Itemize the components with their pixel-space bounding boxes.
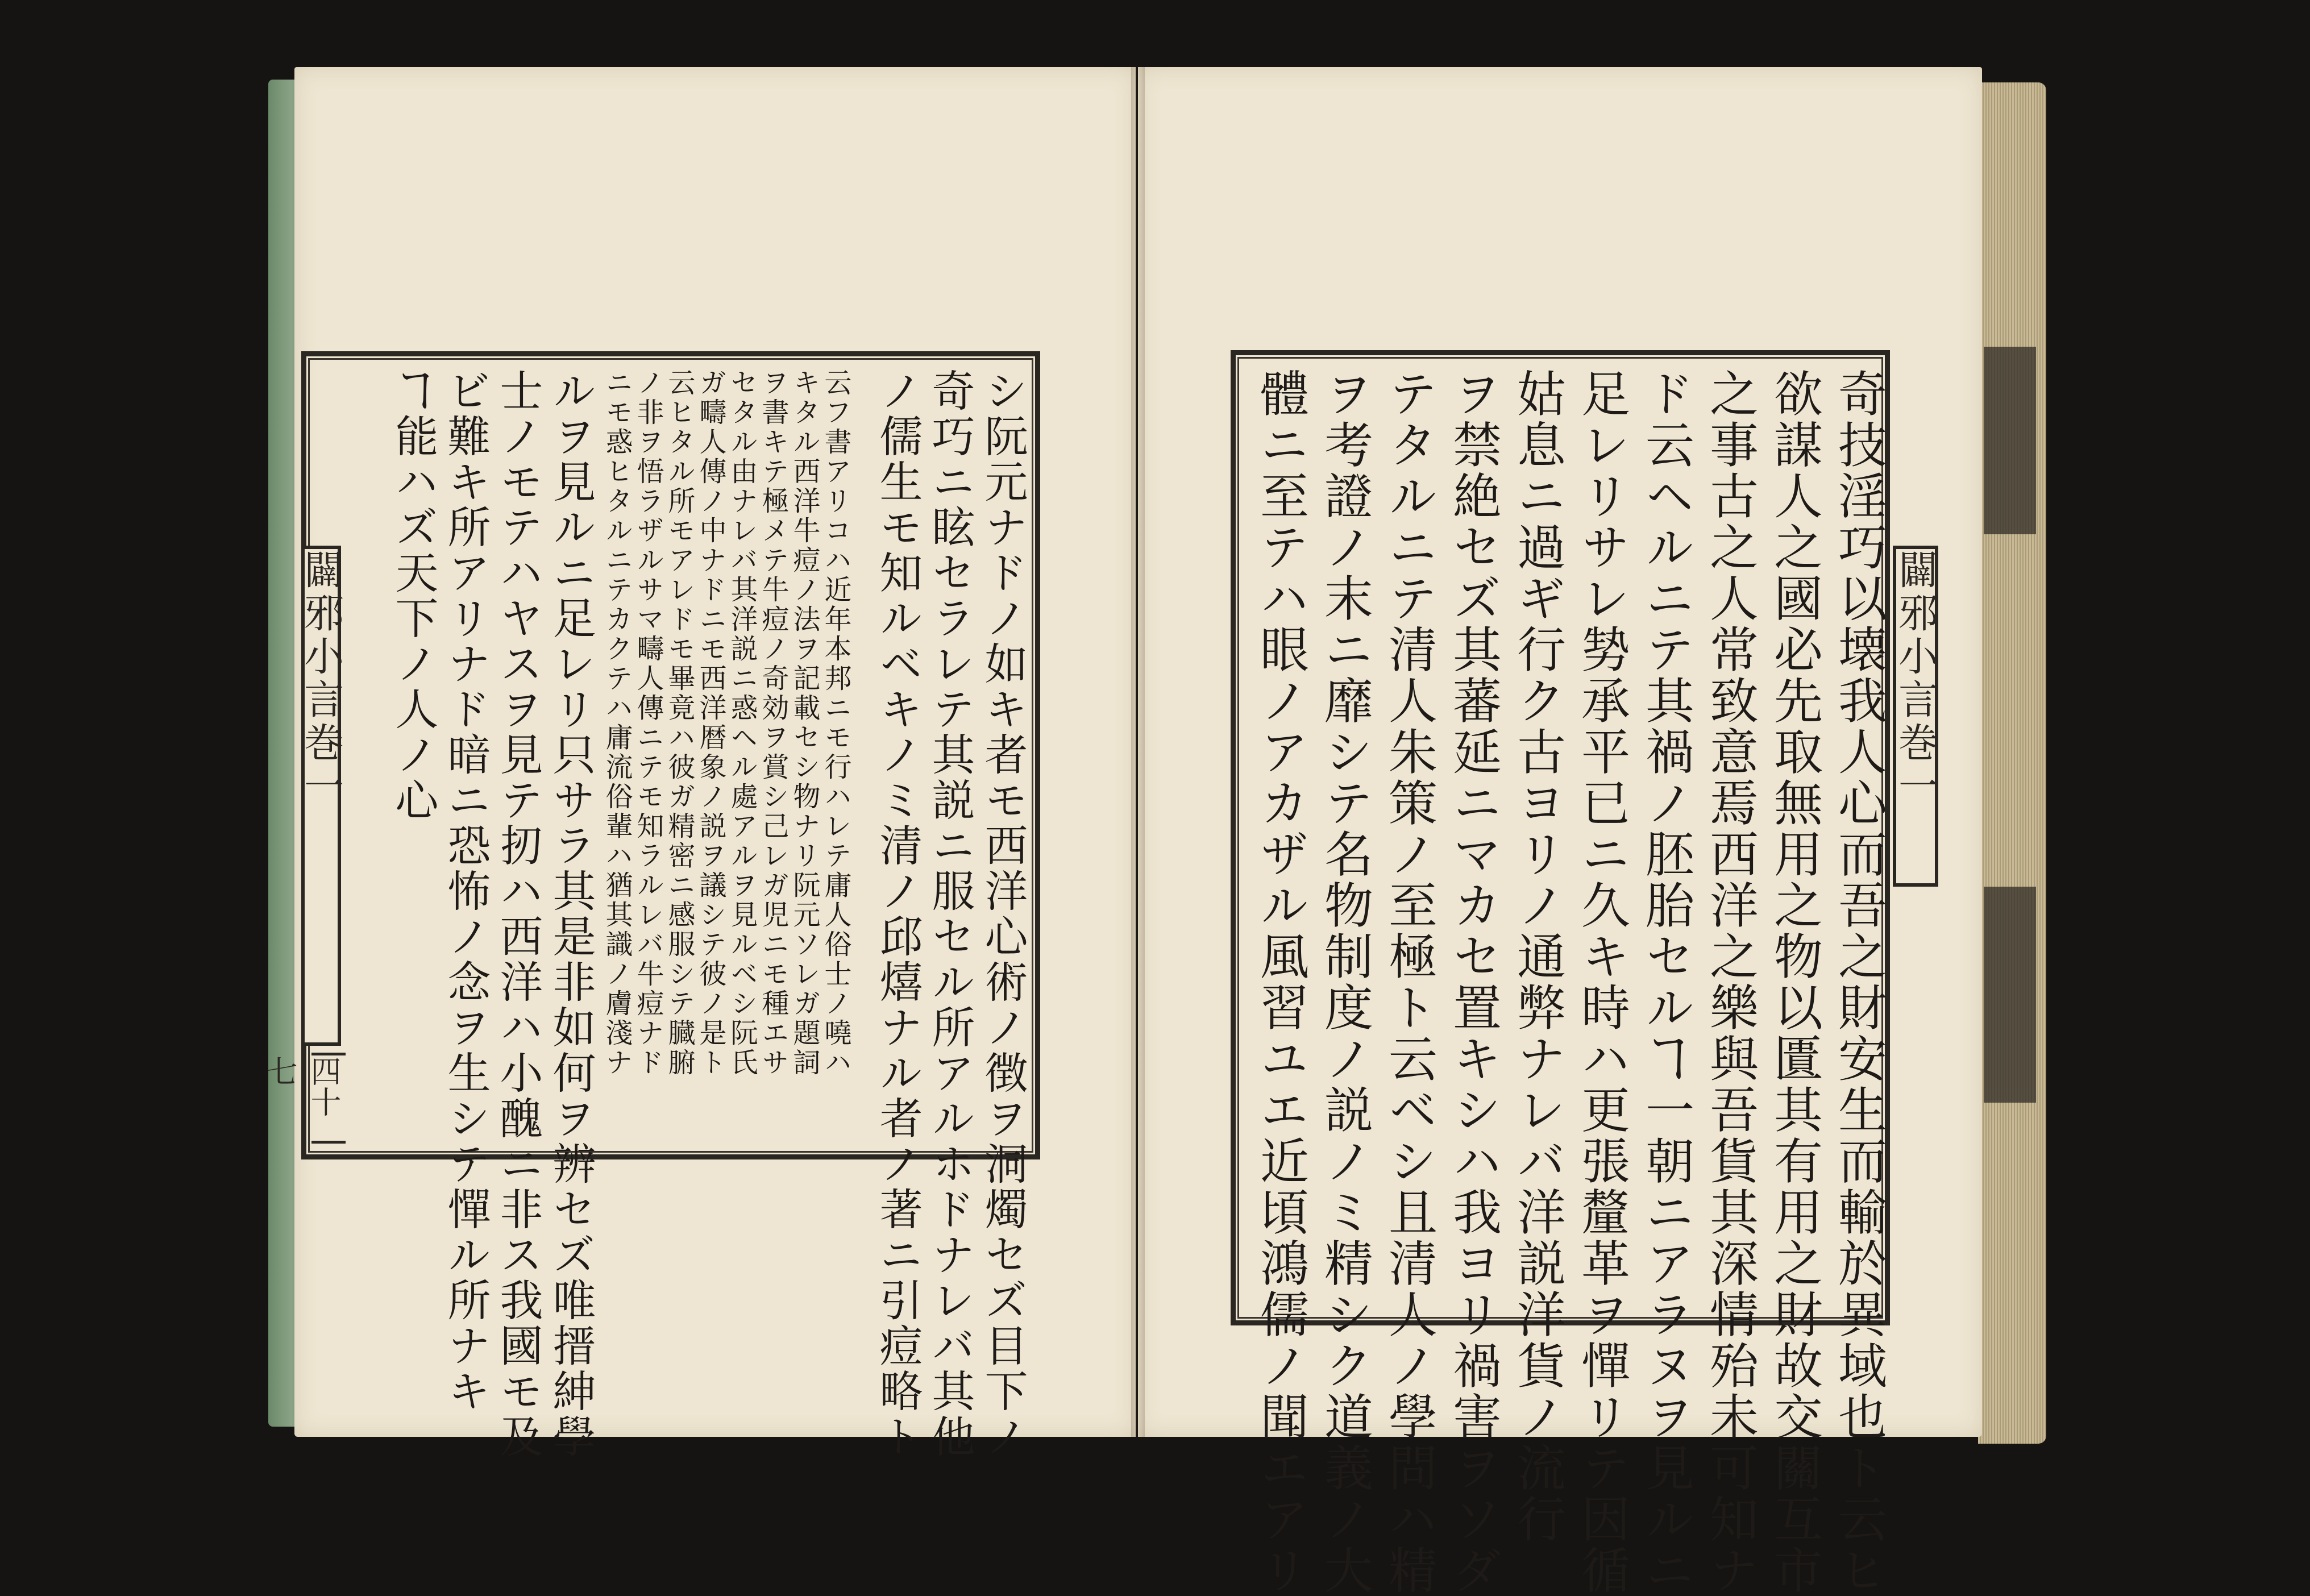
page-block-edge	[1978, 82, 2046, 1444]
left-page-hashira: 闢邪小言巻一	[301, 546, 341, 1046]
text-column: ビ難キ所アリナド暗ニ恐怖ノ念ヲ生シテ憚ル所ナキ	[441, 368, 491, 1414]
text-column: 姑息ニ過ギ行ク古ヨリノ通弊ナレバ洋説洋貨ノ流行	[1509, 368, 1565, 1545]
text-column: ルヲ見ルニ足レリ只サラ其是非如何ヲ辨セズ唯搢紳學	[546, 368, 596, 1460]
text-column: 云ヒタル所モアレドモ畢竟ハ彼ガ精密ニ感服シテ臓腑	[663, 368, 695, 1078]
text-column: ノ儒生モ知ルベキノミ清ノ邱熺ナル者ノ著ニ引痘略ト	[873, 368, 923, 1460]
text-column: ヲ考證ノ末ニ靡シテ名物制度ノ説ノミ精シク道義ノ大	[1316, 368, 1373, 1596]
bleed-through-mark	[1984, 347, 2036, 534]
text-column: 欲謀人之國必先取無用之物以匱其有用之財故交關互市	[1765, 368, 1822, 1596]
text-column: テタルニテ清人朱策ノ至極ト云ベシ且清人ノ學問ハ精	[1380, 368, 1437, 1596]
bleed-through-mark	[1984, 887, 2036, 1103]
text-column: 士ノモテハヤスヲ見テ扨ハ西洋ハ小醜ニ非ス我國モ及	[493, 368, 543, 1460]
text-column: 奇巧ニ眩セラレテ其説ニ服セル所アルホドナレバ其他	[925, 368, 975, 1460]
text-column: ガ疇人傳ノ中ナドニモ西洋暦象ノ説ヲ議シテ彼ノ是ト	[695, 368, 726, 1078]
text-column: ニモ惑ヒタルニテカクテハ庸流俗輩ハ猶其識ノ膚淺ナ	[601, 368, 633, 1078]
text-column: 足レリサレ㔟承平已ニ久キ時ハ更張釐革ヲ憚リテ因循	[1573, 368, 1630, 1596]
book-gutter	[1131, 67, 1145, 1437]
text-column: ヲ禁絶セズ其蕃延ニマカセ置キシハ我ヨリ禍害ヲソダ	[1444, 368, 1501, 1596]
text-column: 云フ書アリコハ近年本邦ニモ行ハレテ庸人俗士ノ嘵ハ	[820, 368, 851, 1078]
text-column: ノ非ヲ悟ラザルサマ疇人傳ニテモ知ラルレバ牛痘ナド	[632, 368, 664, 1078]
text-column: 之事古之人常致意焉西洋之樂與吾貨其深情殆未可知ナ	[1701, 368, 1758, 1596]
text-column: 體ニ至テハ眼ノアカザル風習ユエ近頃鴻儒ノ聞エアリ	[1252, 368, 1308, 1596]
text-column: キタル西洋牛痘ノ法ヲ記載セシ物ナリ阮元ソレガ題詞	[788, 368, 820, 1078]
text-column: 奇技淫巧以壊我人心而吾之財安生而輸於異域也ト云ヒ	[1830, 368, 1887, 1596]
text-column: ヿ能ハズ天下ノ人ノ心	[388, 368, 439, 823]
text-column: ド云ヘルニテ其禍ノ胚胎セルヿ一朝ニアラヌヲ見ルニ	[1637, 368, 1694, 1596]
text-column: セタル由ナレバ其洋説ニ惑ヘル處アルヲ見ルベシ阮氏	[726, 368, 758, 1078]
right-page-hashira: 闢邪小言巻一	[1893, 546, 1938, 887]
text-column: ヲ書キテ極メテ牛痘ノ奇効ヲ賞シ己レガ児ニモ種エサ	[757, 368, 789, 1078]
text-column: シ阮元ナドノ如キ者モ西洋心術ノ徴ヲ洞燭セズ目下ノ	[978, 368, 1028, 1460]
page-number: 四十七	[311, 1053, 346, 1144]
